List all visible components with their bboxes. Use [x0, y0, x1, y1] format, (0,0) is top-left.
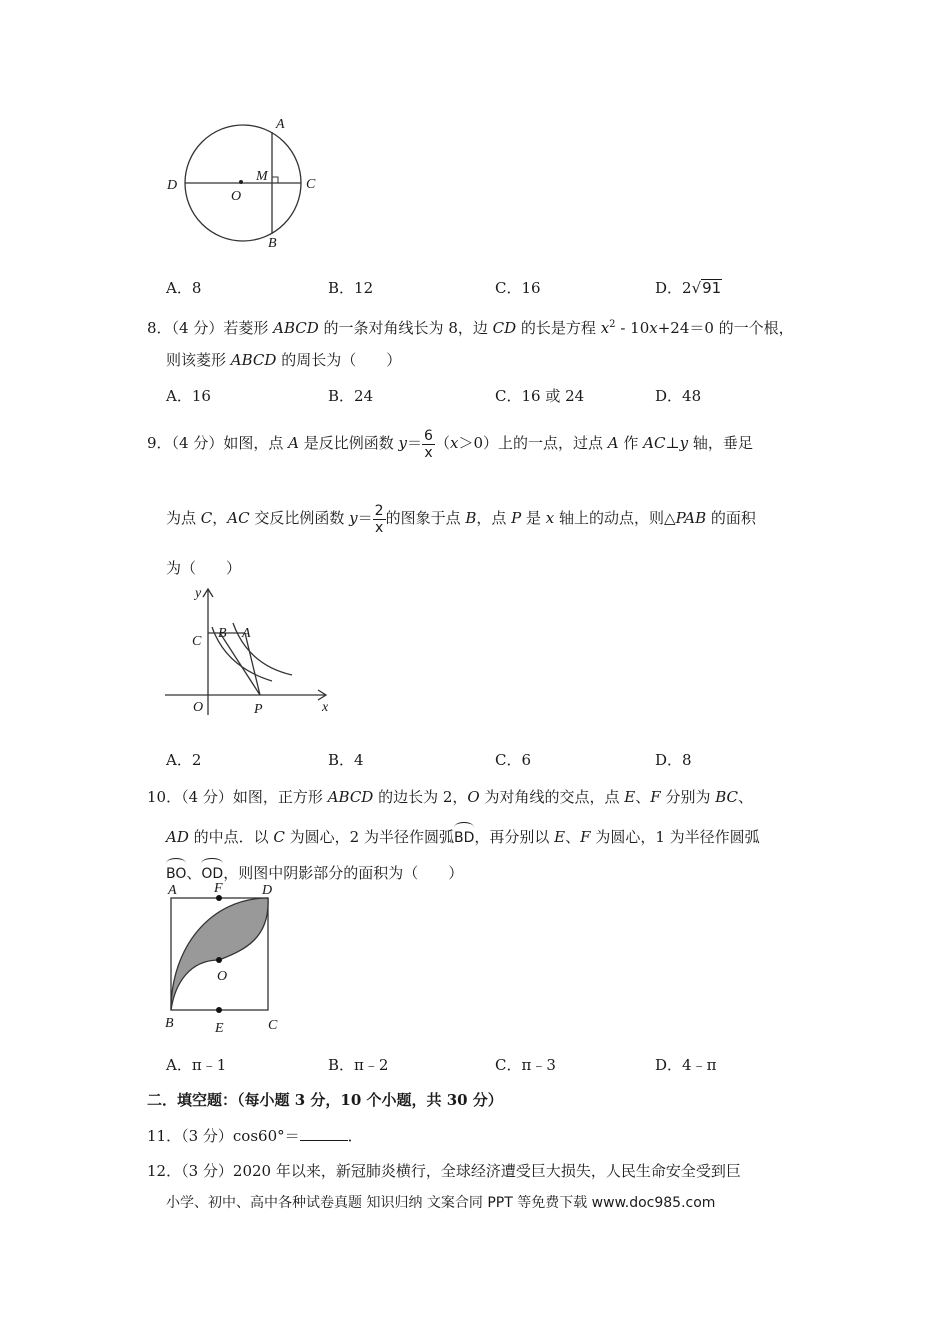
- q11-line: 11．（3 分）cos60°＝ ．: [147, 1127, 363, 1145]
- label-a: A: [168, 883, 177, 898]
- q10-line-2: AD 的中点．以 C 为圆心，2 为半径作圆弧BD，再分别以 E、F 为圆心，1 为半径作圆弧: [166, 822, 760, 848]
- label-x: x: [322, 700, 329, 715]
- q10-option-d[interactable]: D．4﹣π: [655, 1056, 717, 1074]
- label-o: O: [217, 969, 228, 984]
- q10-option-c[interactable]: C．π﹣3: [495, 1056, 556, 1074]
- q8-option-a[interactable]: A．16: [166, 387, 211, 405]
- q7-option-b[interactable]: B．12: [328, 279, 374, 297]
- label-y: y: [195, 586, 202, 601]
- arc-bd: BD: [454, 822, 474, 848]
- q9-option-a[interactable]: A．2: [166, 751, 202, 769]
- label-b: B: [218, 626, 227, 641]
- right-angle-mark: [272, 177, 278, 183]
- arc-od: OD: [201, 858, 223, 884]
- label-p: P: [254, 702, 263, 717]
- q9-line-3: 为（ ）: [166, 559, 242, 577]
- segment-bp: [220, 633, 260, 695]
- label-c: C: [306, 177, 316, 192]
- q9-option-d[interactable]: D．8: [655, 751, 692, 769]
- q10-square-figure: [160, 881, 300, 1038]
- point-e: [216, 1007, 222, 1013]
- answer-blank[interactable]: [300, 1126, 348, 1141]
- q7-circle-figure: [160, 110, 330, 250]
- label-c: C: [268, 1018, 278, 1033]
- label-c: C: [192, 634, 202, 649]
- q9-graph-figure: [160, 585, 340, 725]
- label-a: A: [276, 117, 285, 132]
- q9-line-2: 为点 C，AC 交反比例函数 y＝ $\frac{2}{x}$ 的图象于点 B，点 P 是 x 轴上的动点，则△PAB 的面积: [166, 502, 756, 536]
- center-dot: [239, 180, 243, 184]
- q10-line-3: BO、OD，则图中阴影部分的面积为（ ）: [166, 858, 463, 884]
- fraction-2-over-x: $\frac{2}{x}$: [374, 502, 384, 536]
- arc-bo: BO: [166, 858, 186, 884]
- q10-line-1: 10．（4 分）如图，正方形 ABCD 的边长为 2，O 为对角线的交点，点 E、F 分别为 BC、: [147, 788, 754, 806]
- label-o: O: [231, 189, 242, 204]
- q7-option-d[interactable]: D．2√91: [655, 279, 722, 297]
- point-o: [216, 957, 222, 963]
- label-m: M: [256, 169, 268, 184]
- q9-option-c[interactable]: C．6: [495, 751, 532, 769]
- label-a: A: [242, 626, 251, 641]
- label-d: D: [262, 883, 273, 898]
- q8-line-1: 8．（4 分）若菱形 ABCD 的一条对角线长为 8，边 CD 的长是方程 $x^2$ ‑ 10x+24＝0 的一个根，: [147, 319, 794, 337]
- q12-line: 12．（3 分）2020 年以来，新冠肺炎横行，全球经济遭受巨大损失，人民生命安全受到巨: [147, 1162, 741, 1180]
- q9-option-b[interactable]: B．4: [328, 751, 364, 769]
- q8-option-b[interactable]: B．24: [328, 387, 374, 405]
- label-o: O: [193, 700, 204, 715]
- label-f: F: [214, 881, 223, 896]
- section-2-heading: 二．填空题：（每小题 3 分，10 个小题，共 30 分）: [147, 1091, 503, 1109]
- q9-line-1: 9．（4 分）如图，点 A 是反比例函数 y＝ $\frac{6}{x}$ （x＞0）上的一点，过点 A 作 AC⊥y 轴，垂足: [147, 427, 753, 461]
- q10-option-b[interactable]: B．π﹣2: [328, 1056, 389, 1074]
- q8-option-d[interactable]: D．48: [655, 387, 702, 405]
- q7-option-a[interactable]: A．8: [166, 279, 202, 297]
- fraction-6-over-x: $\frac{6}{x}$: [424, 427, 433, 461]
- shaded-region: [171, 898, 268, 1010]
- label-d: D: [167, 178, 178, 193]
- label-b: B: [268, 236, 277, 251]
- q8-option-c[interactable]: C．16 或 24: [495, 387, 585, 405]
- label-e: E: [215, 1021, 224, 1036]
- q10-option-a[interactable]: A．π﹣1: [166, 1056, 227, 1074]
- q8-line-2: 则该菱形 ABCD 的周长为（ ）: [166, 351, 402, 369]
- footer-text: 小学、初中、高中各种试卷真题 知识归纳 文案合同 PPT 等免费下载 www.doc985.com: [166, 1195, 716, 1211]
- q7-option-c[interactable]: C．16: [495, 279, 541, 297]
- segment-ap: [245, 633, 260, 695]
- label-b: B: [165, 1016, 174, 1031]
